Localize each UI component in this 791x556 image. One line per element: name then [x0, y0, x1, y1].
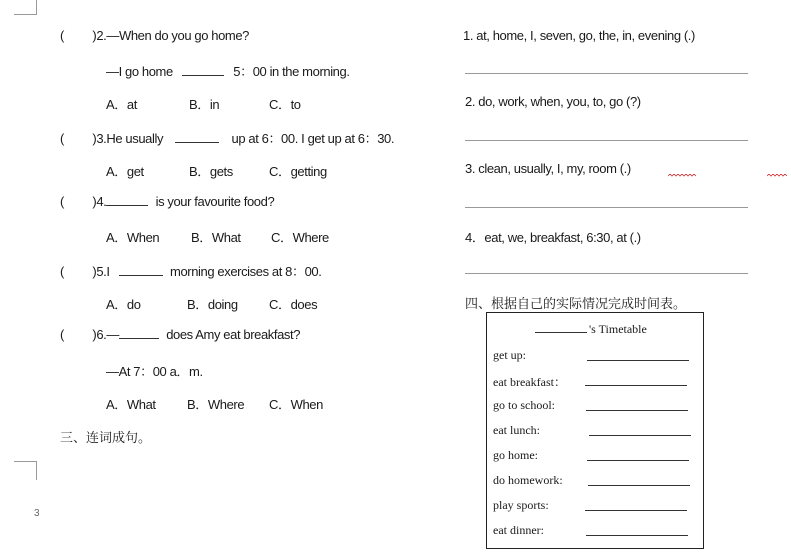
question-6: ( )6.— does Amy eat breakfast?: [60, 327, 301, 342]
spellcheck-underline: [767, 174, 787, 177]
spellcheck-underline: [668, 174, 696, 177]
timetable-row-eat-breakfast: eat breakfast：: [493, 375, 566, 389]
question-3: ( )3.He usually up at 6：00. I get up at 6：30.: [60, 131, 395, 146]
timetable-blank-play-sports: [585, 510, 687, 511]
page-number: 3: [34, 508, 40, 519]
timetable-row-go-to-school: go to school:: [493, 398, 555, 412]
question-3-option-b: B．gets: [189, 164, 233, 179]
question-2-answer-line: —I go home 5：00 in the morning.: [106, 64, 350, 79]
answer-paren-open: (: [60, 131, 64, 146]
answer-paren-close: ): [92, 28, 97, 43]
timetable-row-play-sports: play sports:: [493, 498, 549, 512]
answer-paren-close: ): [92, 131, 97, 146]
answer-paren-close: ): [92, 264, 97, 279]
answer-paren-open: (: [60, 327, 64, 342]
timetable-blank-do-homework: [588, 485, 690, 486]
question-2-option-c: C．to: [269, 97, 301, 112]
timetable-blank-go-home: [587, 460, 689, 461]
question-5-option-c: C．does: [269, 297, 318, 312]
question-5-option-b: B．doing: [187, 297, 238, 312]
timetable-blank-eat-lunch: [589, 435, 691, 436]
question-4-option-c: C．Where: [271, 230, 329, 245]
fill-blank: [119, 274, 163, 276]
question-2-option-a: A．at: [106, 97, 137, 112]
fill-blank: [106, 204, 148, 206]
name-blank: [535, 331, 587, 333]
timetable-blank-eat-breakfast: [585, 385, 687, 386]
question-2-option-b: B．in: [189, 97, 220, 112]
timetable-blank-go-to-school: [586, 410, 688, 411]
question-6-answer-line: —At 7：00 a．m.: [106, 364, 203, 379]
question-2: [60, 28, 249, 43]
question-6-option-a: A．What: [106, 397, 156, 412]
fill-blank: [175, 141, 219, 143]
answer-paren-open: (: [60, 264, 64, 279]
question-4-option-b: B．What: [191, 230, 241, 245]
reorder-sentence-4: 4．eat, we, breakfast, 6:30, at (.): [465, 230, 641, 245]
fill-blank: [119, 337, 159, 339]
answer-paren-open: (: [60, 194, 64, 209]
section-three-heading: 三、连词成句。: [60, 430, 152, 445]
section-four-heading: 四、根据自己的实际情况完成时间表。: [465, 296, 687, 311]
question-6-option-b: B．Where: [187, 397, 245, 412]
question-5-option-a: A．do: [106, 297, 141, 312]
reorder-sentence-3: 3. clean, usually, I, my, room (.): [465, 161, 631, 176]
answer-line-3: [465, 207, 748, 208]
answer-paren-open: (: [60, 28, 64, 43]
reorder-sentence-2: 2. do, work, when, you, to, go (?): [465, 94, 641, 109]
timetable-blank-get-up: [587, 360, 689, 361]
question-stem: 2.—When do you go home?: [96, 28, 249, 43]
timetable-row-go-home: go home:: [493, 448, 538, 462]
question-3-option-a: A．get: [106, 164, 144, 179]
timetable-title: 's Timetable: [535, 322, 647, 337]
timetable-row-do-homework: do homework:: [493, 473, 563, 487]
answer-line-1: [465, 73, 748, 74]
page-corner-mark-bottom: [14, 461, 37, 480]
question-3-option-c: C．getting: [269, 164, 327, 179]
question-5: ( )5.I morning exercises at 8：00.: [60, 264, 322, 279]
timetable-row-eat-lunch: eat lunch:: [493, 423, 540, 437]
reorder-sentence-1: 1. at, home, I, seven, go, the, in, evening (.): [463, 28, 695, 43]
question-4: ( )4. is your favourite food?: [60, 194, 275, 209]
page-corner-mark-top: [14, 0, 37, 15]
question-4-option-a: A．When: [106, 230, 160, 245]
answer-line-2: [465, 140, 748, 141]
answer-line-4: [465, 273, 748, 274]
answer-paren-close: ): [92, 194, 97, 209]
timetable: [486, 312, 704, 549]
timetable-blank-eat-dinner: [586, 535, 688, 536]
question-6-option-c: C．When: [269, 397, 323, 412]
timetable-row-eat-dinner: eat dinner:: [493, 523, 544, 537]
fill-blank: [182, 74, 224, 76]
timetable-row-get-up: get up:: [493, 348, 526, 362]
answer-paren-close: ): [92, 327, 97, 342]
